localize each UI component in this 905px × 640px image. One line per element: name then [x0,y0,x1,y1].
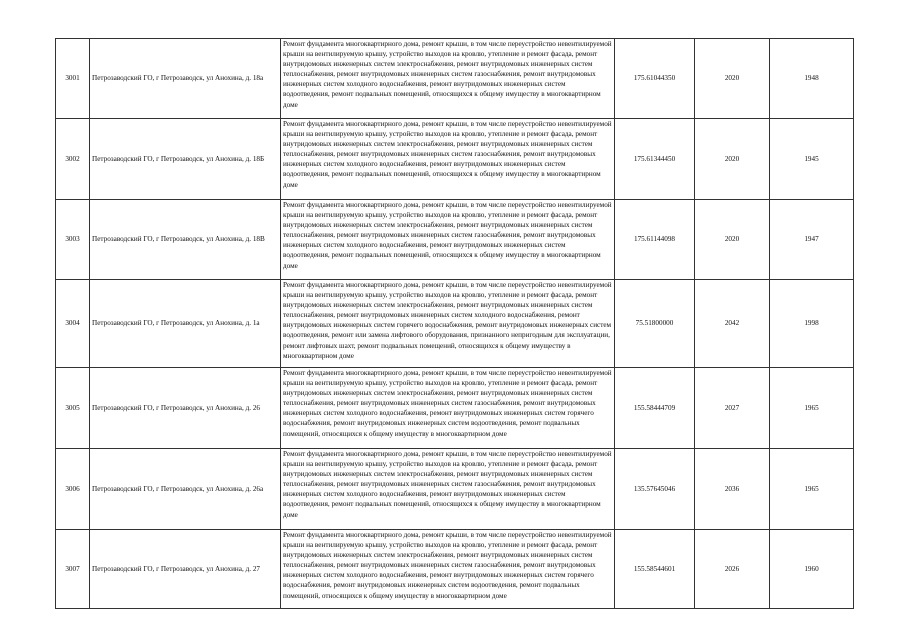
row-address: Петрозаводский ГО, г Петрозаводск, ул Анохина, д. 18Б [90,119,281,200]
row-works: Ремонт фундамента многоквартирного дома, ремонт крыши, в том числе переустройство невентилируемой крыши на вентилируемую крышу, устройство выходов на кровлю, утепление и ремонт фасада, ремонт внутридомовых инженерных систем электроснабжения, ремонт внутридомовых инженерных систем теплоснабжения, ремонт внутридомовых инженерных систем газоснабжения, ремонт внутридомовых инженерных систем холодного водоснабжения, ремонт внутридомовых инженерных систем горячего водоснабжения, ремонт внутридомовых инженерных систем водоотведения, ремонт подвальных помещений, относящихся к общему имуществу в многоквартирном доме [281,530,615,609]
row-plan-year: 2020 [695,39,770,119]
row-number: 3002 [56,119,90,200]
table-row [56,280,854,368]
row-cost: 175.61144098 [615,200,695,280]
row-plan-year: 2020 [695,200,770,280]
row-cost: 75.51800000 [615,280,695,368]
row-cost: 175.61044350 [615,39,695,119]
row-works: Ремонт фундамента многоквартирного дома, ремонт крыши, в том числе переустройство невентилируемой крыши на вентилируемую крышу, устройство выходов на кровлю, утепление и ремонт фасада, ремонт внутридомовых инженерных систем электроснабжения, ремонт внутридомовых инженерных систем теплоснабжения, ремонт внутридомовых инженерных систем газоснабжения, ремонт внутридомовых инженерных систем холодного водоснабжения, ремонт внутридомовых инженерных систем водоотведения, ремонт подвальных помещений, относящихся к общему имуществу в многоквартирном доме [281,449,615,530]
row-number: 3001 [56,39,90,119]
row-built-year: 1960 [770,530,854,609]
table-row [56,200,854,280]
table-row [56,449,854,530]
housing-repair-table [55,38,854,609]
row-address: Петрозаводский ГО, г Петрозаводск, ул Анохина, д. 18а [90,39,281,119]
row-plan-year: 2042 [695,280,770,368]
row-address: Петрозаводский ГО, г Петрозаводск, ул Анохина, д. 1а [90,280,281,368]
row-built-year: 1948 [770,39,854,119]
row-works: Ремонт фундамента многоквартирного дома, ремонт крыши, в том числе переустройство невентилируемой крыши на вентилируемую крышу, устройство выходов на кровлю, утепление и ремонт фасада, ремонт внутридомовых инженерных систем электроснабжения, ремонт внутридомовых инженерных систем теплоснабжения, ремонт внутридомовых инженерных систем газоснабжения, ремонт внутридомовых инженерных систем холодного водоснабжения, ремонт внутридомовых инженерных систем горячего водоснабжения, ремонт внутридомовых инженерных систем водоотведения, ремонт подвальных помещений, относящихся к общему имуществу в многоквартирном доме [281,368,615,449]
row-works: Ремонт фундамента многоквартирного дома, ремонт крыши, в том числе переустройство невентилируемой крыши на вентилируемую крышу, устройство выходов на кровлю, утепление и ремонт фасада, ремонт внутридомовых инженерных систем электроснабжения, ремонт внутридомовых инженерных систем теплоснабжения, ремонт внутридомовых инженерных систем газоснабжения, ремонт внутридомовых инженерных систем холодного водоснабжения, ремонт внутридомовых инженерных систем водоотведения, ремонт подвальных помещений, относящихся к общему имуществу в многоквартирном доме [281,39,615,119]
row-works: Ремонт фундамента многоквартирного дома, ремонт крыши, в том числе переустройство невентилируемой крыши на вентилируемую крышу, устройство выходов на кровлю, утепление и ремонт фасада, ремонт внутридомовых инженерных систем электроснабжения, ремонт внутридомовых инженерных систем теплоснабжения, ремонт внутридомовых инженерных систем газоснабжения, ремонт внутридомовых инженерных систем холодного водоснабжения, ремонт внутридомовых инженерных систем водоотведения, ремонт подвальных помещений, относящихся к общему имуществу в многоквартирном доме [281,200,615,280]
row-cost: 155.58444709 [615,368,695,449]
row-built-year: 1945 [770,119,854,200]
row-cost: 135.57645046 [615,449,695,530]
table-row [56,39,854,119]
row-cost: 175.61344450 [615,119,695,200]
row-address: Петрозаводский ГО, г Петрозаводск, ул Анохина, д. 26 [90,368,281,449]
row-plan-year: 2036 [695,449,770,530]
row-number: 3007 [56,530,90,609]
row-address: Петрозаводский ГО, г Петрозаводск, ул Анохина, д. 27 [90,530,281,609]
row-cost: 155.58544601 [615,530,695,609]
table-row [56,368,854,449]
row-built-year: 1965 [770,449,854,530]
row-works: Ремонт фундамента многоквартирного дома, ремонт крыши, в том числе переустройство невентилируемой крыши на вентилируемую крышу, устройство выходов на кровлю, утепление и ремонт фасада, ремонт внутридомовых инженерных систем электроснабжения, ремонт внутридомовых инженерных систем теплоснабжения, ремонт внутридомовых инженерных систем холодного водоснабжения, ремонт внутридомовых инженерных систем горячего водоснабжения, ремонт внутридомовых инженерных систем водоотведения, ремонт или замена лифтового оборудования, признанного непригодным для эксплуатации, ремонт лифтовых шахт, ремонт подвальных помещений, относящихся к общему имуществу в многоквартирном доме [281,280,615,368]
row-number: 3006 [56,449,90,530]
row-plan-year: 2027 [695,368,770,449]
row-address: Петрозаводский ГО, г Петрозаводск, ул Анохина, д. 18В [90,200,281,280]
row-address: Петрозаводский ГО, г Петрозаводск, ул Анохина, д. 26а [90,449,281,530]
row-built-year: 1947 [770,200,854,280]
row-built-year: 1998 [770,280,854,368]
row-works: Ремонт фундамента многоквартирного дома, ремонт крыши, в том числе переустройство невентилируемой крыши на вентилируемую крышу, устройство выходов на кровлю, утепление и ремонт фасада, ремонт внутридомовых инженерных систем электроснабжения, ремонт внутридомовых инженерных систем теплоснабжения, ремонт внутридомовых инженерных систем газоснабжения, ремонт внутридомовых инженерных систем холодного водоснабжения, ремонт внутридомовых инженерных систем водоотведения, ремонт подвальных помещений, относящихся к общему имуществу в многоквартирном доме [281,119,615,200]
row-number: 3003 [56,200,90,280]
row-plan-year: 2026 [695,530,770,609]
row-number: 3005 [56,368,90,449]
row-built-year: 1965 [770,368,854,449]
row-number: 3004 [56,280,90,368]
row-plan-year: 2020 [695,119,770,200]
table-row [56,530,854,609]
table-row [56,119,854,200]
